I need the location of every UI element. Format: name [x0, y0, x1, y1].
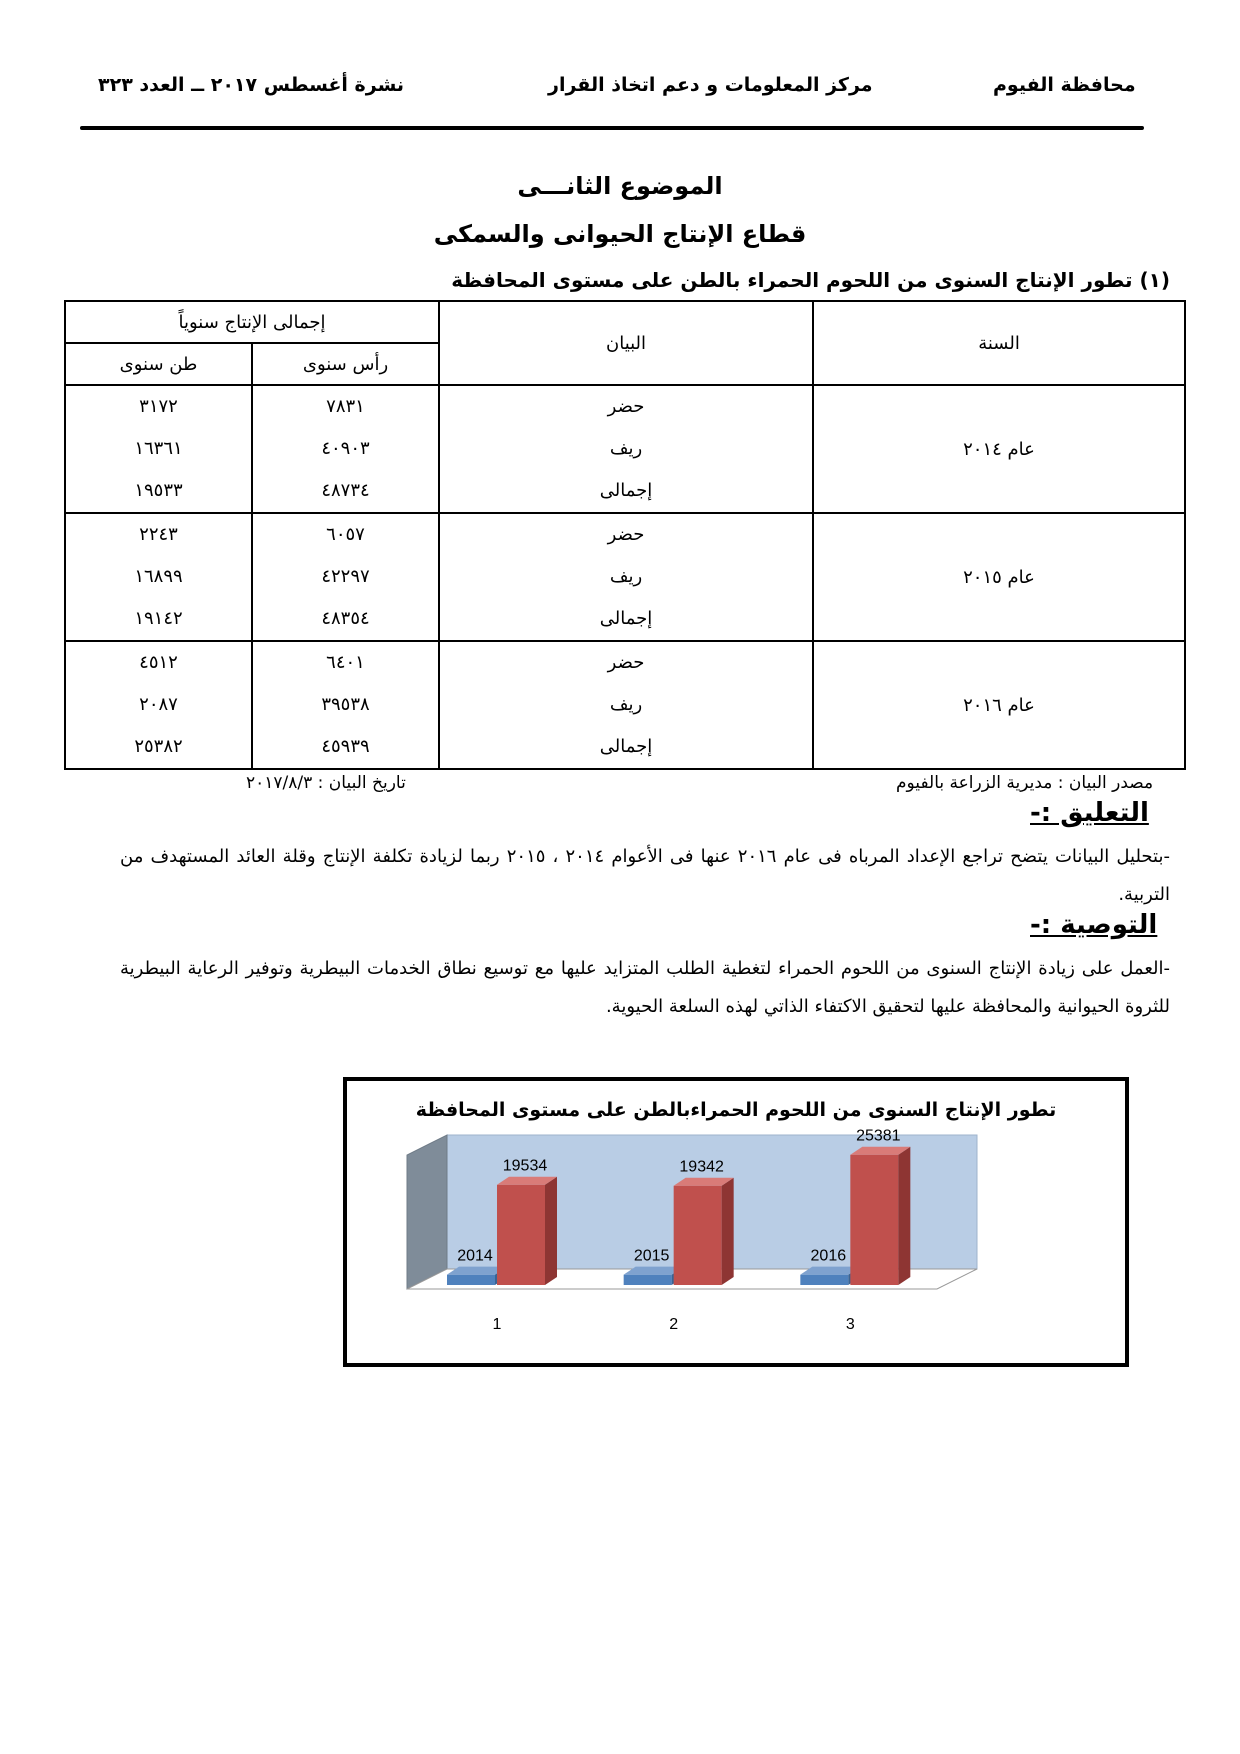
item-cell	[439, 513, 813, 641]
header-total-production: إجمالى الإنتاج سنوياً	[65, 301, 439, 343]
item-label: إجمالى	[599, 736, 653, 757]
heads-cell	[252, 385, 439, 513]
header-heads: رأس سنوى	[252, 343, 439, 385]
comment-text: -بتحليل البيانات يتضح تراجع الإعداد المرباه فى عام ٢٠١٦ عنها فى الأعوام ٢٠١٤ ، ٢٠١٥ ربما لزيادة تكلفة الإنتاج وقلة العائد المستهدف من التربية.	[120, 846, 1170, 905]
year-cell: عام ٢٠١٥	[813, 513, 1185, 641]
chart-bar	[674, 1186, 722, 1285]
heads-value: ٤٨٣٥٤	[321, 608, 370, 629]
tons-value: ٣١٧٢	[139, 396, 178, 417]
chart-bar-side	[545, 1177, 557, 1285]
chart-data-label: 2014	[457, 1247, 493, 1265]
tons-value: ٤٥١٢	[139, 652, 178, 673]
header-year: السنة	[813, 301, 1185, 385]
item-cell	[439, 385, 813, 513]
table-title: (١) تطور الإنتاج السنوى من اللحوم الحمراء بالطن على مستوى المحافظة	[451, 268, 1170, 292]
header-divider	[80, 126, 1144, 130]
chart-tick-label: 1	[492, 1316, 502, 1333]
chart-bar	[624, 1275, 672, 1285]
recommendation-heading: التوصية :-	[1030, 910, 1158, 940]
tons-value: ١٩٥٣٣	[134, 480, 183, 501]
chart-data-label: 25381	[856, 1129, 901, 1145]
item-label: إجمالى	[599, 480, 653, 501]
recommendation-text: -العمل على زيادة الإنتاج السنوى من اللحوم الحمراء لتغطية الطلب المتزايد عليها مع توسيع نطاق الخدمات البيطرية وتوفير الرعاية البيطرية للثروة الحيوانية والمحافظة عليها لتحقيق الاكتفاء الذاتي لهذه السلعة الحيوية.	[120, 958, 1170, 1017]
tons-value: ٢٠٨٧	[139, 694, 178, 715]
header-tons: طن سنوى	[65, 343, 252, 385]
item-label: حضر	[607, 524, 645, 545]
heads-cell	[252, 641, 439, 769]
heads-cell	[252, 513, 439, 641]
year-cell: عام ٢٠١٤	[813, 385, 1185, 513]
heads-value: ٣٩٥٣٨	[321, 694, 370, 715]
item-label: ريف	[609, 566, 643, 587]
header-item: البيان	[439, 301, 813, 385]
tons-value: ٢٥٣٨٢	[134, 736, 183, 757]
heads-value: ٤٥٩٣٩	[321, 736, 370, 757]
item-label: إجمالى	[599, 608, 653, 629]
tons-cell	[65, 513, 252, 641]
comment-heading: التعليق :-	[1030, 798, 1149, 828]
data-date: تاريخ البيان : ٢٠١٧/٨/٣	[246, 773, 406, 793]
chart-data-label: 2016	[810, 1247, 847, 1265]
item-label: حضر	[607, 396, 645, 417]
chart-frame	[343, 1077, 1129, 1367]
chart-tick-label: 3	[845, 1316, 855, 1333]
chart-bar-side	[898, 1147, 910, 1285]
item-label: ريف	[609, 438, 643, 459]
chart-bar-side	[722, 1178, 734, 1285]
chart-data-label: 2015	[633, 1247, 670, 1265]
heads-value: ٦٤٠١	[326, 652, 365, 673]
tons-value: ٢٢٤٣	[139, 524, 178, 545]
chart-side-wall	[407, 1135, 447, 1289]
tons-cell	[65, 641, 252, 769]
heads-value: ٤٨٧٣٤	[321, 480, 370, 501]
heads-value: ٧٨٣١	[326, 396, 365, 417]
chart-tick-label: 2	[669, 1316, 679, 1333]
header-center-name: مركز المعلومات و دعم اتخاذ القرار	[548, 74, 873, 96]
tons-value: ١٦٣٦١	[134, 438, 183, 459]
table-row-group-2014	[65, 385, 1185, 513]
chart-bar	[497, 1185, 545, 1285]
table-row-group-2015	[65, 513, 1185, 641]
chart-bar	[447, 1275, 495, 1285]
heads-value: ٤٢٢٩٧	[321, 566, 370, 587]
chart-bar	[850, 1155, 898, 1285]
header-governorate: محافظة الفيوم	[993, 74, 1136, 96]
bar-chart	[347, 1129, 1125, 1359]
data-source: مصدر البيان : مديرية الزراعة بالفيوم	[896, 773, 1154, 793]
production-table	[64, 300, 1186, 770]
chart-data-label: 19342	[679, 1158, 724, 1176]
sector-title: قطاع الإنتاج الحيوانى والسمكى	[433, 220, 807, 248]
item-label: ريف	[609, 694, 643, 715]
tons-value: ١٩١٤٢	[134, 608, 183, 629]
year-cell: عام ٢٠١٦	[813, 641, 1185, 769]
heads-value: ٦٠٥٧	[326, 524, 365, 545]
heads-value: ٤٠٩٠٣	[321, 438, 370, 459]
item-label: حضر	[607, 652, 645, 673]
tons-value: ١٦٨٩٩	[134, 566, 183, 587]
chart-data-label: 19534	[502, 1157, 548, 1175]
chart-title: تطور الإنتاج السنوى من اللحوم الحمراءبالطن على مستوى المحافظة	[415, 1099, 1057, 1121]
item-cell	[439, 641, 813, 769]
tons-cell	[65, 385, 252, 513]
topic-title: الموضوع الثانـــى	[517, 172, 723, 200]
chart-bar	[800, 1275, 848, 1285]
table-row-group-2016	[65, 641, 1185, 769]
header-issue: نشرة أغسطس ٢٠١٧ ــ العدد ٣٢٣	[98, 74, 405, 96]
